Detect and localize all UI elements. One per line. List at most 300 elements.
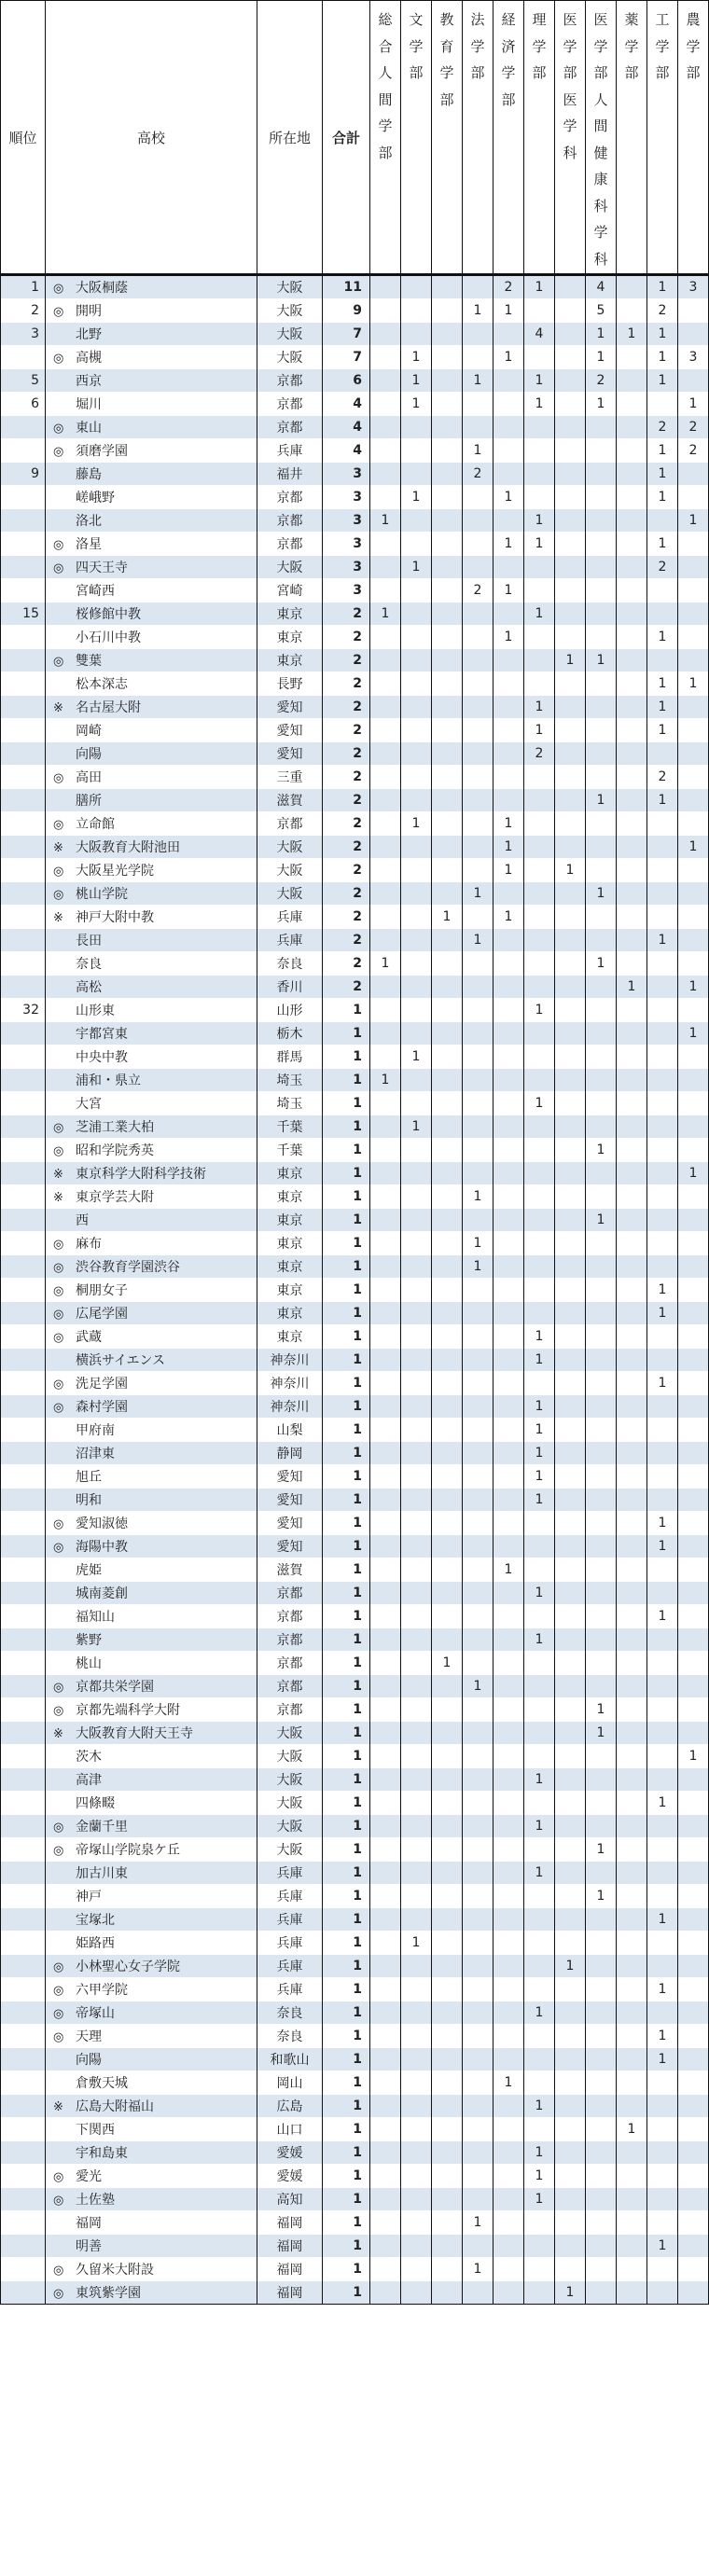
subject-count-cell bbox=[494, 1792, 524, 1815]
subject-count-cell bbox=[524, 1675, 555, 1698]
subject-count-cell bbox=[370, 1139, 401, 1162]
total-cell: 1 bbox=[323, 2165, 370, 2188]
rank-cell bbox=[1, 1349, 46, 1372]
table-row bbox=[1, 882, 709, 906]
total-cell: 3 bbox=[323, 556, 370, 579]
subject-count-cell bbox=[494, 2165, 524, 2188]
subject-count-cell bbox=[401, 1489, 432, 1512]
prefecture-cell: 長野 bbox=[257, 672, 323, 696]
subject-count-cell bbox=[432, 2095, 463, 2118]
subject-count-cell bbox=[647, 1092, 678, 1115]
school-type-mark: ◎ bbox=[53, 2030, 64, 2044]
subject-count-cell: 1 bbox=[647, 719, 678, 742]
subject-count-cell bbox=[370, 2071, 401, 2095]
subject-count-cell bbox=[555, 509, 586, 533]
table-row bbox=[1, 696, 709, 719]
subject-count-cell bbox=[370, 439, 401, 463]
subject-count-cell bbox=[647, 1628, 678, 1652]
subject-count-cell: 1 bbox=[555, 649, 586, 672]
subject-count-cell bbox=[647, 1698, 678, 1722]
subject-count-cell: 1 bbox=[524, 1582, 555, 1605]
school-cell bbox=[46, 906, 257, 929]
subject-count-cell bbox=[617, 649, 647, 672]
school-name: 洗足学園 bbox=[76, 1377, 128, 1392]
total-cell: 1 bbox=[323, 1745, 370, 1768]
subject-count-cell bbox=[647, 602, 678, 626]
subject-count-cell bbox=[617, 1139, 647, 1162]
subject-count-cell bbox=[432, 1209, 463, 1232]
subject-count-cell bbox=[463, 2048, 494, 2071]
subject-count-cell bbox=[370, 1862, 401, 1885]
total-cell: 1 bbox=[323, 1628, 370, 1652]
subject-count-cell bbox=[370, 1908, 401, 1932]
subject-count-cell bbox=[524, 463, 555, 486]
subject-count-cell: 1 bbox=[586, 789, 617, 812]
total-cell: 1 bbox=[323, 1069, 370, 1092]
header-subject bbox=[647, 1, 678, 275]
subject-count-cell bbox=[370, 1838, 401, 1862]
subject-count-cell bbox=[524, 2211, 555, 2235]
subject-count-cell bbox=[617, 1279, 647, 1302]
subject-count-cell bbox=[463, 1325, 494, 1349]
subject-count-cell bbox=[678, 1885, 709, 1908]
subject-count-cell bbox=[586, 2141, 617, 2165]
table-row bbox=[1, 2165, 709, 2188]
subject-count-cell: 1 bbox=[524, 1092, 555, 1115]
subject-count-cell bbox=[524, 1558, 555, 1582]
subject-count-cell bbox=[647, 393, 678, 416]
subject-count-cell bbox=[370, 1978, 401, 2001]
subject-count-cell bbox=[432, 1582, 463, 1605]
rank-cell bbox=[1, 1442, 46, 1465]
subject-count-cell bbox=[370, 2001, 401, 2025]
school-cell bbox=[46, 1862, 257, 1885]
subject-count-cell bbox=[401, 579, 432, 602]
subject-count-cell bbox=[678, 1115, 709, 1139]
subject-count-cell bbox=[586, 1582, 617, 1605]
school-type-mark: ◎ bbox=[53, 818, 64, 832]
subject-count-cell bbox=[617, 1022, 647, 1046]
subject-count-cell bbox=[432, 1955, 463, 1978]
subject-count-cell: 1 bbox=[463, 299, 494, 323]
rank-cell bbox=[1, 509, 46, 533]
subject-count-cell bbox=[586, 1279, 617, 1302]
subject-count-cell bbox=[678, 742, 709, 766]
subject-count-cell bbox=[432, 2188, 463, 2211]
subject-count-cell bbox=[555, 1046, 586, 1069]
total-cell: 4 bbox=[323, 416, 370, 439]
subject-count-cell bbox=[647, 1395, 678, 1419]
prefecture-cell: 愛媛 bbox=[257, 2165, 323, 2188]
subject-count-cell bbox=[555, 1185, 586, 1209]
subject-count-cell: 1 bbox=[463, 2211, 494, 2235]
subject-count-cell bbox=[586, 2118, 617, 2141]
rank-cell bbox=[1, 1838, 46, 1862]
subject-count-cell bbox=[524, 1115, 555, 1139]
prefecture-cell: 埼玉 bbox=[257, 1069, 323, 1092]
subject-count-cell bbox=[555, 1535, 586, 1558]
subject-count-cell bbox=[555, 1395, 586, 1419]
subject-count-cell bbox=[586, 929, 617, 952]
table-row bbox=[1, 906, 709, 929]
prefecture-cell: 大阪 bbox=[257, 1792, 323, 1815]
table-row bbox=[1, 1325, 709, 1349]
subject-count-cell bbox=[432, 882, 463, 906]
subject-count-cell: 1 bbox=[678, 1022, 709, 1046]
school-cell bbox=[46, 416, 257, 439]
subject-count-cell bbox=[555, 2165, 586, 2188]
school-type-mark: ◎ bbox=[53, 1144, 64, 1158]
subject-count-cell bbox=[678, 1139, 709, 1162]
subject-count-cell: 1 bbox=[678, 393, 709, 416]
subject-count-cell bbox=[494, 1745, 524, 1768]
subject-count-cell bbox=[432, 2071, 463, 2095]
subject-count-cell bbox=[586, 509, 617, 533]
subject-count-cell bbox=[586, 1535, 617, 1558]
subject-count-cell bbox=[555, 1745, 586, 1768]
subject-count-cell: 1 bbox=[494, 299, 524, 323]
subject-count-cell bbox=[432, 1675, 463, 1698]
subject-count-cell bbox=[432, 696, 463, 719]
subject-count-cell: 1 bbox=[494, 626, 524, 649]
school-cell bbox=[46, 439, 257, 463]
subject-count-cell bbox=[432, 2025, 463, 2048]
subject-count-cell bbox=[370, 2048, 401, 2071]
school-name: 帝塚山学院泉ケ丘 bbox=[76, 1843, 180, 1858]
rank-cell bbox=[1, 2118, 46, 2141]
subject-count-cell bbox=[586, 1115, 617, 1139]
subject-count-cell bbox=[494, 416, 524, 439]
total-cell: 1 bbox=[323, 2118, 370, 2141]
total-cell: 1 bbox=[323, 2188, 370, 2211]
prefecture-cell: 埼玉 bbox=[257, 1092, 323, 1115]
subject-count-cell bbox=[463, 1558, 494, 1582]
subject-count-cell bbox=[370, 766, 401, 789]
subject-count-cell bbox=[494, 1512, 524, 1535]
subject-count-cell bbox=[647, 1022, 678, 1046]
subject-count-cell bbox=[617, 929, 647, 952]
subject-count-cell: 1 bbox=[463, 929, 494, 952]
header-subject-label: 文学部 bbox=[409, 11, 424, 81]
subject-count-cell bbox=[370, 1209, 401, 1232]
school-cell bbox=[46, 1395, 257, 1419]
prefecture-cell: 和歌山 bbox=[257, 2048, 323, 2071]
subject-count-cell bbox=[401, 882, 432, 906]
table-row bbox=[1, 1209, 709, 1232]
subject-count-cell: 1 bbox=[524, 1442, 555, 1465]
subject-count-cell bbox=[401, 719, 432, 742]
subject-count-cell bbox=[401, 2188, 432, 2211]
subject-count-cell bbox=[555, 789, 586, 812]
school-name: 大阪桐蔭 bbox=[76, 281, 128, 296]
table-row bbox=[1, 1605, 709, 1628]
subject-count-cell bbox=[678, 1722, 709, 1745]
school-cell bbox=[46, 766, 257, 789]
subject-count-cell bbox=[524, 2025, 555, 2048]
total-cell: 1 bbox=[323, 2281, 370, 2305]
subject-count-cell bbox=[401, 696, 432, 719]
subject-count-cell bbox=[401, 929, 432, 952]
subject-count-cell bbox=[586, 1978, 617, 2001]
subject-count-cell: 1 bbox=[647, 929, 678, 952]
subject-count-cell bbox=[555, 1232, 586, 1255]
subject-count-cell bbox=[678, 1605, 709, 1628]
subject-count-cell bbox=[555, 1139, 586, 1162]
subject-count-cell bbox=[432, 1489, 463, 1512]
subject-count-cell bbox=[678, 463, 709, 486]
total-cell: 4 bbox=[323, 439, 370, 463]
subject-count-cell bbox=[370, 1465, 401, 1489]
total-cell: 1 bbox=[323, 2235, 370, 2258]
table-row bbox=[1, 1535, 709, 1558]
table-row bbox=[1, 1232, 709, 1255]
school-name: 福岡 bbox=[76, 2216, 102, 2231]
subject-count-cell bbox=[617, 2048, 647, 2071]
subject-count-cell bbox=[494, 2235, 524, 2258]
school-cell bbox=[46, 649, 257, 672]
school-type-mark: ◎ bbox=[53, 2007, 64, 2021]
school-cell bbox=[46, 1442, 257, 1465]
subject-count-cell bbox=[524, 2258, 555, 2281]
school-cell bbox=[46, 323, 257, 346]
subject-count-cell bbox=[586, 1046, 617, 1069]
subject-count-cell bbox=[401, 836, 432, 859]
total-cell: 2 bbox=[323, 812, 370, 836]
subject-count-cell bbox=[494, 1465, 524, 1489]
subject-count-cell bbox=[401, 859, 432, 882]
subject-count-cell bbox=[432, 2001, 463, 2025]
prefecture-cell: 東京 bbox=[257, 1255, 323, 1279]
prefecture-cell: 大阪 bbox=[257, 882, 323, 906]
subject-count-cell: 1 bbox=[647, 463, 678, 486]
prefecture-cell: 兵庫 bbox=[257, 1978, 323, 2001]
school-cell bbox=[46, 882, 257, 906]
subject-count-cell bbox=[432, 1115, 463, 1139]
subject-count-cell: 2 bbox=[494, 275, 524, 299]
subject-count-cell bbox=[463, 1862, 494, 1885]
subject-count-cell bbox=[586, 1069, 617, 1092]
school-name: 奈良 bbox=[76, 957, 102, 972]
subject-count-cell bbox=[678, 649, 709, 672]
total-cell: 1 bbox=[323, 1792, 370, 1815]
total-cell: 1 bbox=[323, 1535, 370, 1558]
subject-count-cell: 2 bbox=[647, 556, 678, 579]
subject-count-cell bbox=[432, 1325, 463, 1349]
subject-count-cell bbox=[586, 416, 617, 439]
subject-count-cell bbox=[370, 929, 401, 952]
school-cell bbox=[46, 1675, 257, 1698]
school-cell bbox=[46, 789, 257, 812]
school-type-mark: ※ bbox=[53, 2100, 63, 2114]
school-cell bbox=[46, 2235, 257, 2258]
subject-count-cell bbox=[647, 2211, 678, 2235]
rank-cell bbox=[1, 836, 46, 859]
subject-count-cell: 1 bbox=[524, 1862, 555, 1885]
subject-count-cell bbox=[678, 626, 709, 649]
school-cell bbox=[46, 1768, 257, 1792]
school-cell bbox=[46, 1558, 257, 1582]
subject-count-cell bbox=[401, 1535, 432, 1558]
subject-count-cell bbox=[463, 1349, 494, 1372]
subject-count-cell bbox=[555, 2048, 586, 2071]
subject-count-cell bbox=[432, 393, 463, 416]
subject-count-cell: 1 bbox=[586, 1838, 617, 1862]
subject-count-cell: 1 bbox=[463, 369, 494, 393]
subject-count-cell bbox=[370, 1279, 401, 1302]
subject-count-cell bbox=[463, 2118, 494, 2141]
subject-count-cell bbox=[617, 1745, 647, 1768]
school-cell bbox=[46, 719, 257, 742]
rank-cell bbox=[1, 1792, 46, 1815]
subject-count-cell bbox=[494, 999, 524, 1022]
subject-count-cell: 1 bbox=[586, 346, 617, 369]
subject-count-cell bbox=[494, 1862, 524, 1885]
subject-count-cell bbox=[555, 416, 586, 439]
subject-count-cell bbox=[647, 2071, 678, 2095]
subject-count-cell bbox=[617, 1908, 647, 1932]
subject-count-cell bbox=[432, 742, 463, 766]
subject-count-cell bbox=[586, 766, 617, 789]
school-type-mark: ◎ bbox=[53, 2264, 64, 2278]
header-subject-label: 経済学部 bbox=[501, 11, 516, 108]
subject-count-cell bbox=[494, 696, 524, 719]
prefecture-cell: 千葉 bbox=[257, 1115, 323, 1139]
table-row bbox=[1, 439, 709, 463]
subject-count-cell bbox=[401, 2071, 432, 2095]
prefecture-cell: 千葉 bbox=[257, 1139, 323, 1162]
subject-count-cell bbox=[370, 859, 401, 882]
subject-count-cell bbox=[647, 1139, 678, 1162]
subject-count-cell bbox=[370, 1489, 401, 1512]
subject-count-cell bbox=[463, 1745, 494, 1768]
subject-count-cell bbox=[524, 976, 555, 999]
subject-count-cell bbox=[432, 2258, 463, 2281]
rank-cell bbox=[1, 1908, 46, 1932]
prefecture-cell: 京都 bbox=[257, 812, 323, 836]
prefecture-cell: 山梨 bbox=[257, 1419, 323, 1442]
subject-count-cell bbox=[463, 1046, 494, 1069]
prefecture-cell: 大阪 bbox=[257, 1745, 323, 1768]
table-row bbox=[1, 509, 709, 533]
subject-count-cell bbox=[494, 1372, 524, 1395]
subject-count-cell: 1 bbox=[586, 1698, 617, 1722]
subject-count-cell bbox=[617, 672, 647, 696]
table-row bbox=[1, 1768, 709, 1792]
school-type-mark: ◎ bbox=[53, 1331, 64, 1345]
subject-count-cell bbox=[401, 1395, 432, 1419]
subject-count-cell bbox=[463, 1628, 494, 1652]
subject-count-cell bbox=[678, 1978, 709, 2001]
school-cell bbox=[46, 1139, 257, 1162]
subject-count-cell bbox=[494, 719, 524, 742]
prefecture-cell: 高知 bbox=[257, 2188, 323, 2211]
school-name: 桐朋女子 bbox=[76, 1283, 128, 1298]
subject-count-cell: 1 bbox=[524, 1349, 555, 1372]
table-row bbox=[1, 2048, 709, 2071]
table-row bbox=[1, 275, 709, 299]
subject-count-cell bbox=[617, 719, 647, 742]
subject-count-cell bbox=[586, 439, 617, 463]
subject-count-cell bbox=[432, 812, 463, 836]
subject-count-cell bbox=[555, 2095, 586, 2118]
subject-count-cell bbox=[555, 1582, 586, 1605]
subject-count-cell bbox=[494, 2025, 524, 2048]
subject-count-cell bbox=[524, 1908, 555, 1932]
subject-count-cell bbox=[524, 2235, 555, 2258]
subject-count-cell bbox=[494, 393, 524, 416]
subject-count-cell bbox=[555, 2118, 586, 2141]
prefecture-cell: 東京 bbox=[257, 1325, 323, 1349]
subject-count-cell: 1 bbox=[524, 533, 555, 556]
subject-count-cell bbox=[678, 1209, 709, 1232]
total-cell: 3 bbox=[323, 579, 370, 602]
school-name: 山形東 bbox=[76, 1004, 115, 1018]
subject-count-cell bbox=[678, 1255, 709, 1279]
subject-count-cell bbox=[678, 1046, 709, 1069]
prefecture-cell: 京都 bbox=[257, 1582, 323, 1605]
subject-count-cell bbox=[586, 1932, 617, 1955]
table-row bbox=[1, 2188, 709, 2211]
subject-count-cell: 1 bbox=[678, 509, 709, 533]
subject-count-cell bbox=[494, 1092, 524, 1115]
subject-count-cell: 1 bbox=[494, 1558, 524, 1582]
subject-count-cell bbox=[555, 1628, 586, 1652]
subject-count-cell bbox=[555, 275, 586, 299]
subject-count-cell bbox=[647, 906, 678, 929]
subject-count-cell bbox=[678, 369, 709, 393]
subject-count-cell bbox=[555, 556, 586, 579]
subject-count-cell bbox=[555, 1698, 586, 1722]
school-name: 桃山 bbox=[76, 1656, 102, 1671]
subject-count-cell bbox=[494, 1698, 524, 1722]
subject-count-cell bbox=[463, 1722, 494, 1745]
subject-count-cell bbox=[463, 2141, 494, 2165]
subject-count-cell bbox=[555, 2071, 586, 2095]
subject-count-cell bbox=[617, 2071, 647, 2095]
total-cell: 2 bbox=[323, 789, 370, 812]
subject-count-cell bbox=[432, 999, 463, 1022]
subject-count-cell bbox=[370, 1698, 401, 1722]
table-row bbox=[1, 789, 709, 812]
rank-cell bbox=[1, 556, 46, 579]
rank-cell bbox=[1, 1815, 46, 1838]
school-name: 西 bbox=[76, 1213, 89, 1228]
subject-count-cell bbox=[555, 2141, 586, 2165]
subject-count-cell bbox=[432, 1535, 463, 1558]
subject-count-cell bbox=[432, 602, 463, 626]
subject-count-cell: 1 bbox=[647, 275, 678, 299]
subject-count-cell: 1 bbox=[401, 812, 432, 836]
prefecture-cell: 山形 bbox=[257, 999, 323, 1022]
subject-count-cell bbox=[678, 323, 709, 346]
table-row bbox=[1, 859, 709, 882]
subject-count-cell bbox=[524, 486, 555, 509]
subject-count-cell bbox=[617, 696, 647, 719]
rank-cell bbox=[1, 906, 46, 929]
school-name: 高槻 bbox=[76, 351, 102, 366]
subject-count-cell bbox=[494, 1046, 524, 1069]
prefecture-cell: 奈良 bbox=[257, 2025, 323, 2048]
rank-cell bbox=[1, 789, 46, 812]
subject-count-cell bbox=[524, 1512, 555, 1535]
school-cell bbox=[46, 1745, 257, 1768]
prefecture-cell: 大阪 bbox=[257, 323, 323, 346]
subject-count-cell bbox=[555, 626, 586, 649]
subject-count-cell bbox=[586, 976, 617, 999]
table-header bbox=[1, 1, 709, 275]
rank-cell bbox=[1, 2001, 46, 2025]
total-cell: 2 bbox=[323, 906, 370, 929]
